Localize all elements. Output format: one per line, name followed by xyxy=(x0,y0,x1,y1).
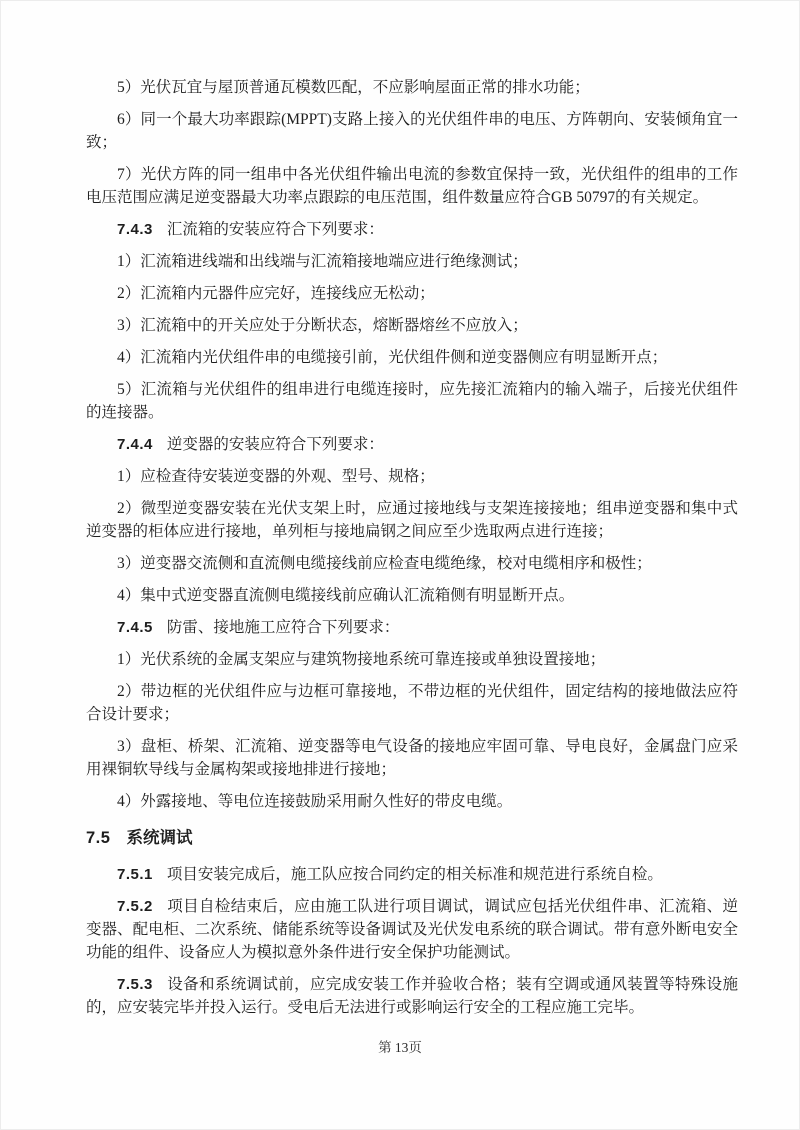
list-item: 3）汇流箱中的开关应处于分断状态，熔断器熔丝不应放入； xyxy=(117,317,528,334)
clause-number: 7.4.4 xyxy=(117,436,153,453)
clause-paragraph xyxy=(86,863,738,886)
clause-number: 7.5.1 xyxy=(117,866,153,883)
list-item: 5）光伏瓦宜与屋顶普通瓦模数匹配，不应影响屋面正常的排水功能； xyxy=(117,79,590,96)
list-item: 5）汇流箱与光伏组件的组串进行电缆连接时，应先接汇流箱内的输入端子，后接光伏组件的连接器。 xyxy=(86,381,738,421)
list-item: 6）同一个最大功率跟踪(MPPT)支路上接入的光伏组件串的电压、方阵朝向、安装倾角宜一致； xyxy=(86,111,738,151)
clause-title: 防雷、接地施工应符合下列要求： xyxy=(166,619,400,636)
clause-paragraph xyxy=(86,895,738,964)
list-item: 1）汇流箱进线端和出线端与汇流箱接地端应进行绝缘测试； xyxy=(117,253,528,270)
clause-text: 项目安装完成后，施工队应按合同约定的相关标准和规范进行系统自检。 xyxy=(166,866,663,883)
clause-number: 7.4.5 xyxy=(117,619,153,636)
list-item: 4）外露接地、等电位连接鼓励采用耐久性好的带皮电缆。 xyxy=(117,793,513,810)
clause-number: 7.5.2 xyxy=(117,898,153,915)
clause-heading xyxy=(86,616,738,639)
list-item: 2）汇流箱内元器件应完好，连接线应无松动； xyxy=(117,285,435,302)
list-item: 2）带边框的光伏组件应与边框可靠接地，不带边框的光伏组件，固定结构的接地做法应符合设计要求； xyxy=(86,683,738,723)
section-number: 7.5 xyxy=(86,829,111,847)
clause-title: 逆变器的安装应符合下列要求： xyxy=(166,436,384,453)
list-item: 1）光伏系统的金属支架应与建筑物接地系统可靠连接或单独设置接地； xyxy=(117,651,606,668)
page-number: 第 13页 xyxy=(378,1040,422,1055)
clause-number: 7.5.3 xyxy=(117,976,153,993)
clause-text: 项目自检结束后，应由施工队进行项目调试，调试应包括光伏组件串、汇流箱、逆变器、配电柜、二次系统、储能系统等设备调试及光伏发电系统的联合调试。带有意外断电安全功能的组件、设备应人为模拟意外条件进行安全保护功能测试。 xyxy=(86,898,738,961)
clause-paragraph xyxy=(86,973,738,1019)
list-item: 2）微型逆变器安装在光伏支架上时，应通过接地线与支架连接接地；组串逆变器和集中式逆变器的柜体应进行接地，单列柜与接地扁钢之间应至少选取两点进行连接； xyxy=(86,500,738,540)
list-item: 4）集中式逆变器直流侧电缆接线前应确认汇流箱侧有明显断开点。 xyxy=(117,587,575,604)
list-item: 7）光伏方阵的同一组串中各光伏组件输出电流的参数宜保持一致，光伏组件的组串的工作电压范围应满足逆变器最大功率点跟踪的电压范围，组件数量应符合GB 50797的有关规定。 xyxy=(86,166,738,206)
clause-title: 汇流箱的安装应符合下列要求： xyxy=(166,221,384,238)
clause-number: 7.4.3 xyxy=(117,221,153,238)
list-item: 3）盘柜、桥架、汇流箱、逆变器等电气设备的接地应牢固可靠、导电良好，金属盘门应采用裸铜软导线与金属构架或接地排进行接地； xyxy=(86,738,738,778)
clause-heading xyxy=(86,218,738,241)
section-heading xyxy=(86,826,738,850)
list-item: 3）逆变器交流侧和直流侧电缆接线前应检查电缆绝缘，校对电缆相序和极性； xyxy=(117,555,652,572)
section-title: 系统调试 xyxy=(126,829,193,847)
clause-text: 设备和系统调试前，应完成安装工作并验收合格；装有空调或通风装置等特殊设施的，应安装完毕并投入运行。受电后无法进行或影响运行安全的工程应施工完毕。 xyxy=(86,976,738,1016)
clause-heading xyxy=(86,433,738,456)
list-item: 4）汇流箱内光伏组件串的电缆接引前，光伏组件侧和逆变器侧应有明显断开点； xyxy=(117,349,668,366)
list-item: 1）应检查待安装逆变器的外观、型号、规格； xyxy=(117,468,435,485)
